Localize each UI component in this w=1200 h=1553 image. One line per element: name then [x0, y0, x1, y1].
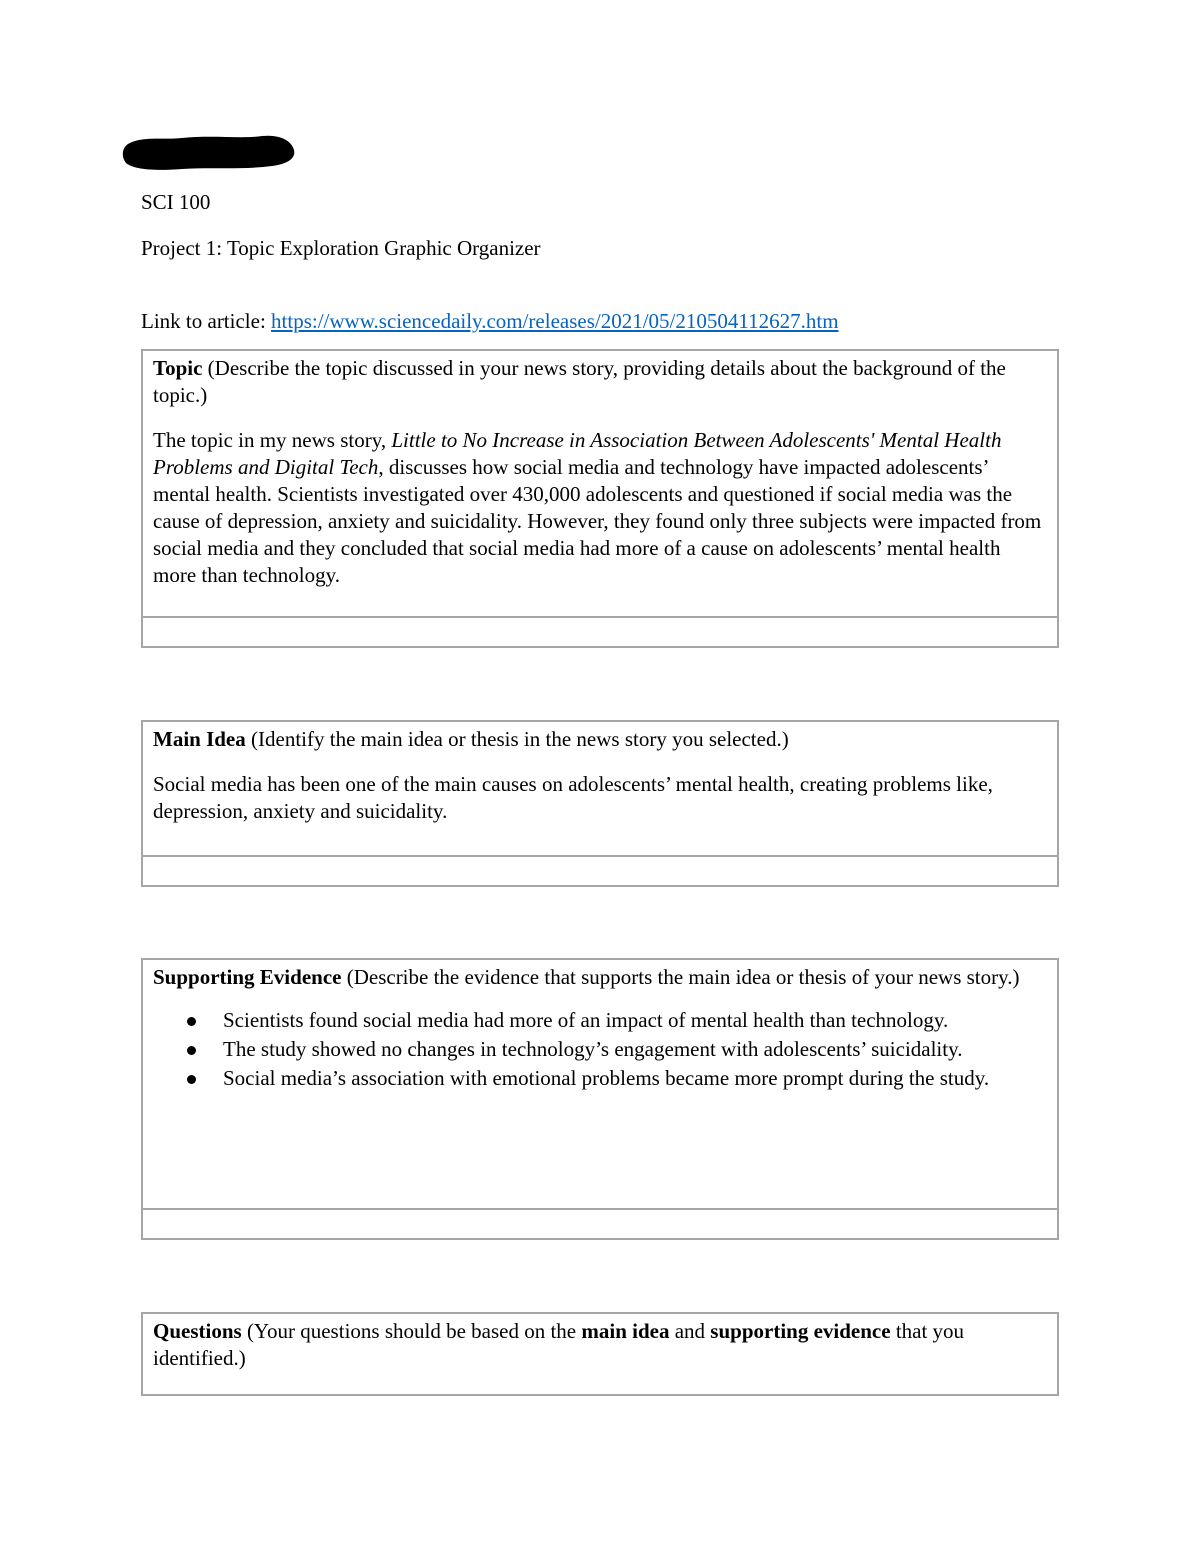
main-idea-empty-row[interactable] [143, 855, 1057, 885]
project-title: Project 1: Topic Exploration Graphic Organizer [141, 236, 541, 260]
article-link-line [141, 308, 839, 334]
questions-instructions-2: and [669, 1319, 711, 1343]
main-idea-answer: Social media has been one of the main causes on adolescents’ mental health, creating problems like, depression, anxiety and suicidality. [153, 772, 993, 823]
evidence-item-text: Social media’s association with emotional problems became more prompt during the study. [223, 1066, 990, 1090]
main-idea-prompt [153, 726, 1047, 753]
course-code: SCI 100 [141, 190, 211, 214]
supporting-evidence-box [141, 958, 1059, 1240]
main-idea-instructions: (Identify the main idea or thesis in the news story you selected.) [245, 727, 789, 751]
article-link[interactable]: https://www.sciencedaily.com/releases/2021/05/210504112627.htm [271, 309, 839, 333]
topic-prompt [153, 355, 1047, 409]
article-title: Little to No Increase in Association Between Adolescents' Mental Health Problems and Digital Tech [153, 428, 1002, 479]
questions-cell[interactable] [143, 1314, 1057, 1372]
list-item [153, 1036, 1047, 1063]
topic-instructions: (Describe the topic discussed in your news story, providing details about the background of the topic.) [153, 356, 1006, 407]
questions-prompt [153, 1318, 1047, 1372]
link-label: Link to article: [141, 309, 272, 333]
evidence-instructions: (Describe the evidence that supports the main idea or thesis of your news story.) [341, 965, 1020, 989]
questions-emph-evidence: supporting evidence [710, 1319, 891, 1343]
evidence-item-text: The study showed no changes in technology’s engagement with adolescents’ suicidality. [223, 1037, 963, 1061]
topic-box [141, 349, 1059, 648]
topic-answer [153, 427, 1047, 589]
main-idea-box [141, 720, 1059, 887]
evidence-prompt [153, 964, 1047, 991]
topic-answer-body: , discusses how social media and technology have impacted adolescents’ mental health. Scientists investigated over 430,000 adolescents and questioned if social media was the cause of depression, anxiety and suicidality. However, they found only three subjects were impacted from social media and they concluded that social media had more of a cause on adolescents’ mental health more than technology. [153, 455, 1042, 587]
topic-answer-prefix: The topic in my news story, [153, 428, 392, 452]
list-item [153, 1065, 1047, 1092]
main-idea-heading: Main Idea [153, 727, 246, 751]
evidence-item-text: Scientists found social media had more of an impact of mental health than technology. [223, 1008, 949, 1032]
topic-cell[interactable] [143, 351, 1057, 589]
evidence-heading: Supporting Evidence [153, 965, 342, 989]
bullet-icon [187, 1046, 196, 1055]
topic-heading: Topic [153, 356, 203, 380]
questions-box [141, 1312, 1059, 1396]
questions-emph-main-idea: main idea [581, 1319, 670, 1343]
questions-instructions-1: (Your questions should be based on the [241, 1319, 582, 1343]
main-idea-cell[interactable] [143, 722, 1057, 825]
bullet-icon [187, 1075, 196, 1084]
bullet-icon [187, 1017, 196, 1026]
supporting-evidence-cell[interactable] [143, 960, 1057, 1092]
questions-instructions-3: that you identified.) [153, 1319, 965, 1370]
evidence-empty-row[interactable] [143, 1208, 1057, 1238]
topic-empty-row[interactable] [143, 616, 1057, 646]
evidence-list [153, 1007, 1047, 1092]
redacted-name [122, 130, 296, 172]
list-item [153, 1007, 1047, 1034]
questions-heading: Questions [153, 1319, 242, 1343]
